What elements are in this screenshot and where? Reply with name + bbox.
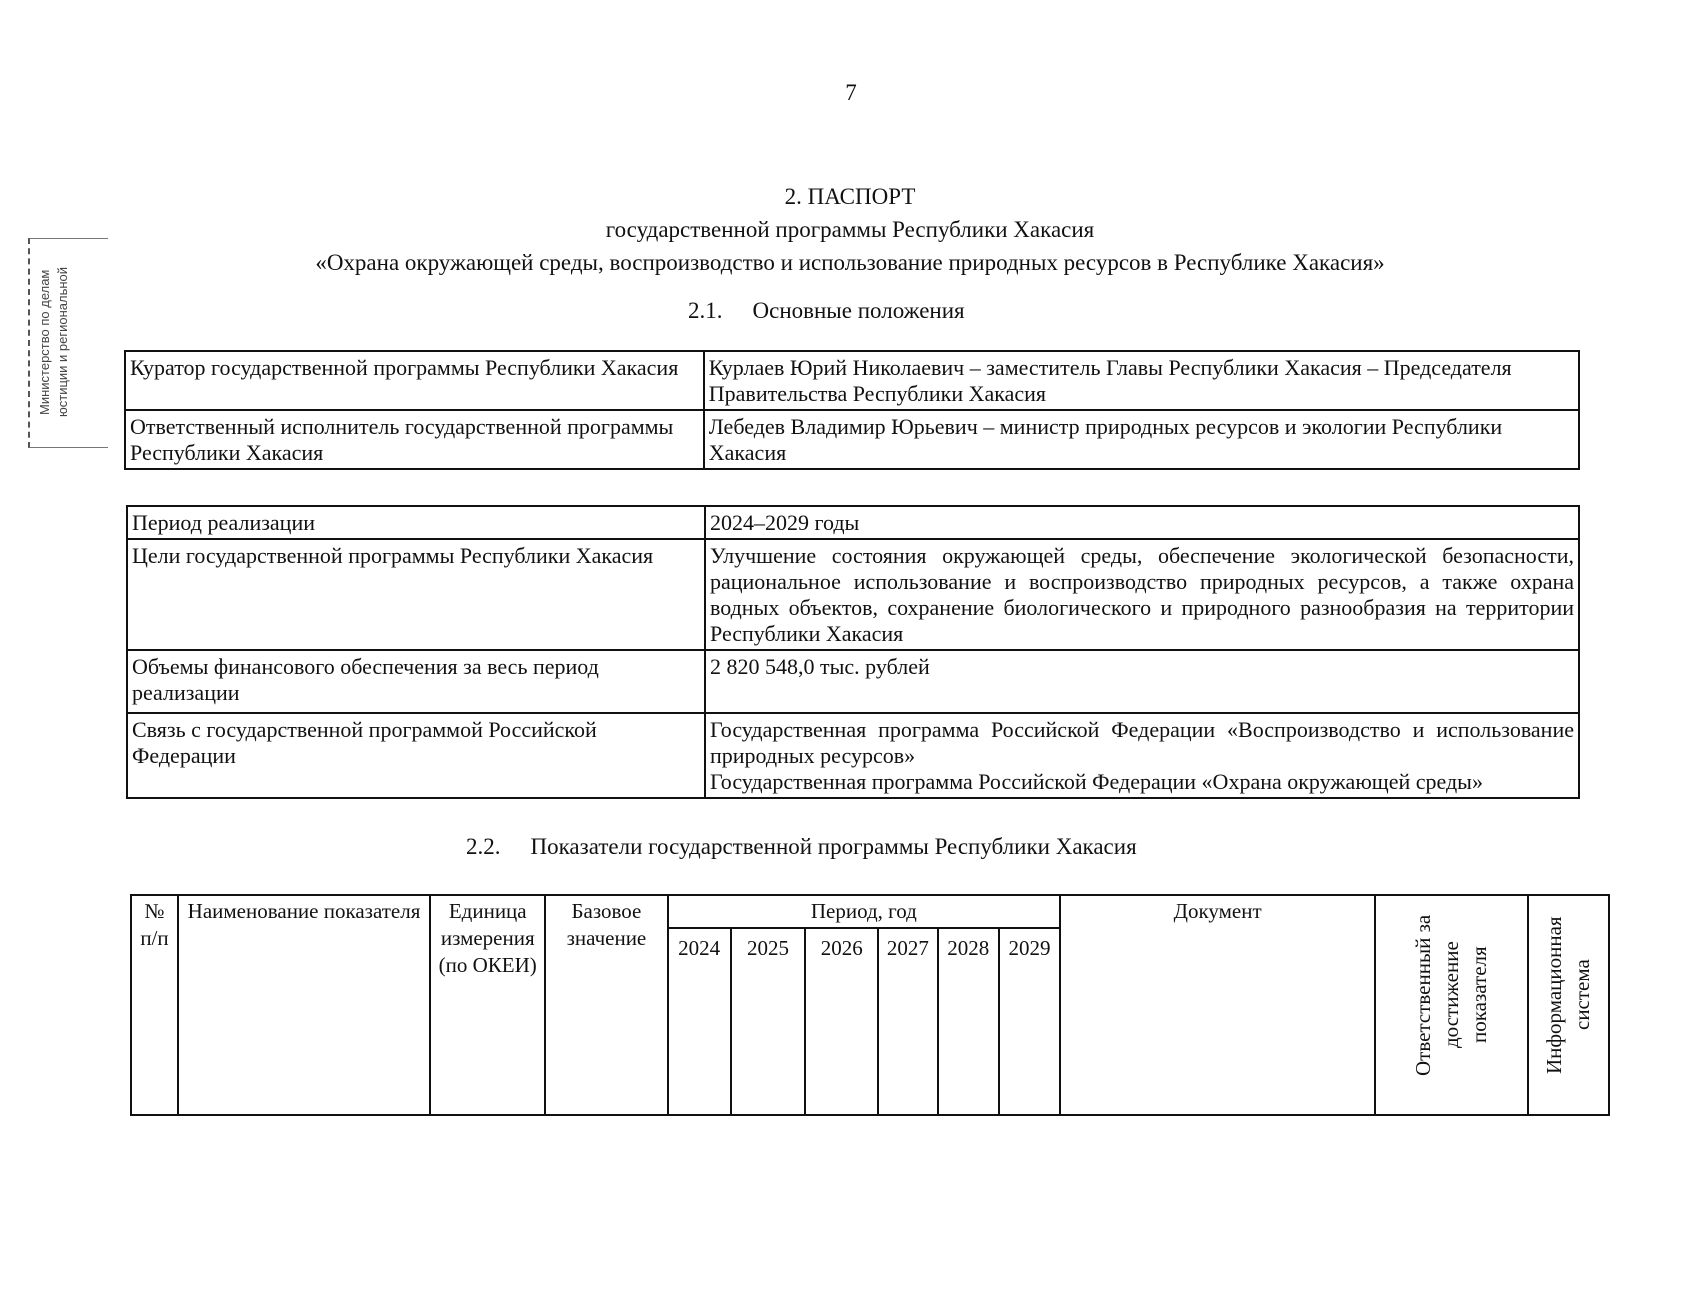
page-number: 7 [845,80,857,105]
program-details-table [126,505,1580,799]
table-cell-label: Период реализации [127,506,705,539]
table-cell-label: Ответственный исполнитель государственной программы Республики Хакасия [125,410,704,469]
table-cell-value [705,713,1579,798]
header-year: 2029 [999,928,1060,1115]
header-responsible [1375,895,1528,1115]
table-cell-value: Курлаев Юрий Николаевич – заместитель Главы Республики Хакасия – Председателя Правительства Республики Хакасия [704,351,1579,410]
table-cell-value: Лебедев Владимир Юрьевич – министр природных ресурсов и экологии Республики Хакасия [704,410,1579,469]
header-period: Период, год [668,895,1061,928]
table-cell-label: Куратор государственной программы Республики Хакасия [125,351,704,410]
section-title: Показатели государственной программы Республики Хакасия [530,834,1137,859]
stamp-line-1: Министерство по делам [37,269,52,415]
info-system-label: Информационная система [1542,916,1595,1074]
header-base: Базовое значение [545,895,667,1115]
table-cell-label: Связь с государственной программой Российской Федерации [127,713,705,798]
title-line-1: 2. ПАСПОРТ [784,184,916,209]
table-cell-value: Улучшение состояния окружающей среды, обеспечение экологической безопасности, рациональное использование и воспроизводство природных ресурсов, а также охрана водных объектов, сохранение биологического и природного разнообразия на территории Республики Хакасия [705,539,1579,650]
section-heading-2-2 [466,834,1137,860]
section-number: 2.2. [466,834,501,859]
header-year: 2024 [668,928,731,1115]
header-name: Наименование показателя [178,895,430,1115]
table-header-row [131,895,1609,928]
table-cell-value: 2024–2029 годы [705,506,1579,539]
table-row [127,650,1579,713]
table-cell-label: Цели государственной программы Республики Хакасия [127,539,705,650]
indicators-table [130,894,1610,1116]
header-document: Документ [1060,895,1375,1115]
section-number: 2.1. [688,298,723,323]
table-row [127,506,1579,539]
section-heading-2-1 [688,298,965,324]
title-line-2: государственной программы Республики Хакасия [605,217,1095,242]
section-title: Основные положения [752,298,965,323]
registration-stamp [28,238,108,448]
stamp-line-2: юстиции и региональной [55,266,70,418]
title-line-3: «Охрана окружающей среды, воспроизводство и использование природных ресурсов в Республике Хакасия» [315,250,1385,275]
stamp-text [36,239,106,445]
table-row [127,713,1579,798]
document-title [180,180,1520,279]
table-row [127,539,1579,650]
main-info-table [124,350,1580,470]
header-num: № п/п [131,895,178,1115]
linked-program-1: Государственная программа Российской Федерации «Воспроизводство и использование природных ресурсов» [710,717,1574,768]
table-row [125,351,1579,410]
header-year: 2027 [878,928,937,1115]
table-row [125,410,1579,469]
header-info-system [1528,895,1609,1115]
table-cell-label: Объемы финансового обеспечения за весь период реализации [127,650,705,713]
linked-program-2: Государственная программа Российской Федерации «Охрана окружающей среды» [710,769,1483,794]
header-year: 2025 [731,928,806,1115]
header-year: 2028 [938,928,999,1115]
responsible-label: Ответственный за достижение показателя [1411,914,1492,1076]
header-unit: Единица измерения (по ОКЕИ) [430,895,545,1115]
table-cell-value: 2 820 548,0 тыс. рублей [705,650,1579,713]
header-year: 2026 [805,928,878,1115]
